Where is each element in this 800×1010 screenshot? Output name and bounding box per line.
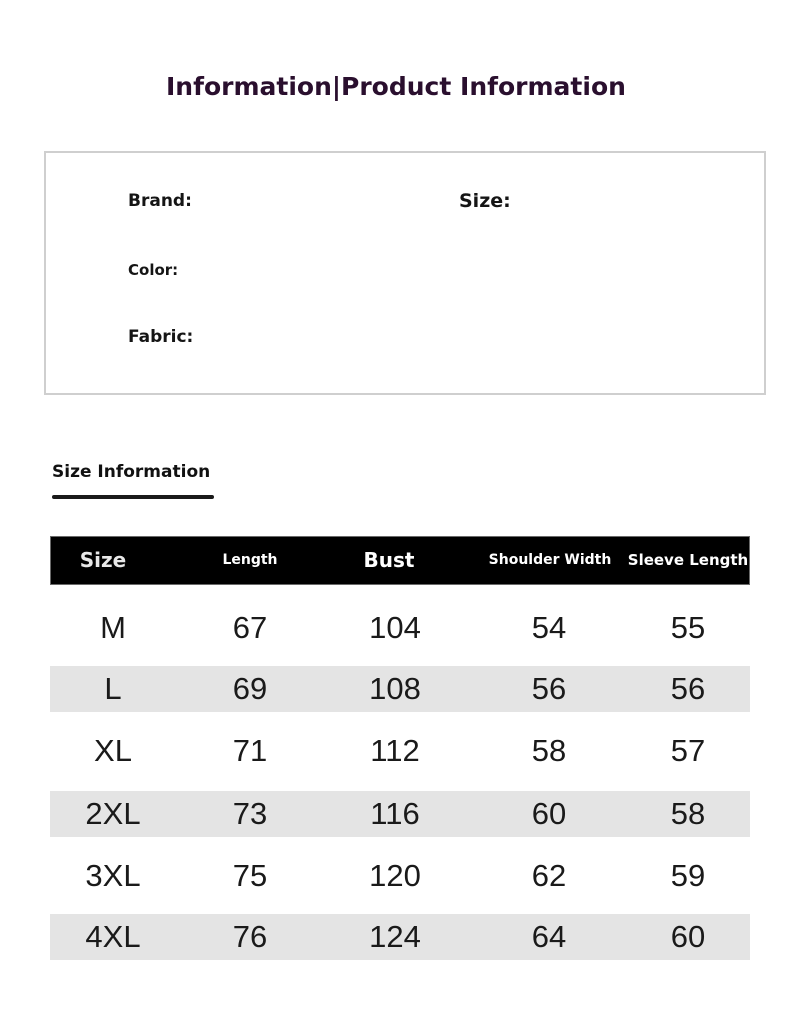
cell-sleeve-length: 57 [670,733,706,768]
table-row [50,728,750,774]
header-shoulder-width: Shoulder Width [488,552,612,568]
size-table [50,536,750,954]
cell-size: M [100,610,126,645]
cell-bust: 104 [369,610,421,645]
cell-bust: 116 [370,796,420,831]
cell-sleeve-length: 56 [670,671,706,706]
cell-sleeve-length: 58 [670,796,706,831]
cell-length: 67 [232,610,268,645]
cell-length: 76 [232,919,268,954]
color-label: Color: [128,261,179,279]
cell-length: 71 [232,733,268,768]
table-row [50,914,750,960]
cell-length: 69 [232,671,268,706]
fabric-label: Fabric: [128,327,194,347]
table-row [50,853,750,899]
cell-shoulder-width: 56 [531,671,567,706]
table-row [50,605,750,651]
cell-size: 2XL [85,796,141,831]
cell-length: 75 [232,858,268,893]
table-row [50,791,750,837]
page-title: Information|Product Information [166,72,626,101]
section-underline [52,495,214,499]
cell-shoulder-width: 64 [531,919,567,954]
cell-size: 3XL [85,858,141,893]
cell-bust: 120 [369,858,421,893]
cell-sleeve-length: 59 [670,858,706,893]
cell-shoulder-width: 60 [531,796,567,831]
cell-bust: 112 [370,733,420,768]
cell-size: XL [94,733,132,768]
cell-shoulder-width: 62 [531,858,567,893]
cell-sleeve-length: 55 [670,610,706,645]
cell-bust: 124 [369,919,421,954]
cell-size: 4XL [85,919,141,954]
header-size: Size [79,548,127,572]
header-length: Length [222,552,278,568]
cell-length: 73 [232,796,268,831]
table-row [50,666,750,712]
cell-size: L [104,671,122,706]
cell-shoulder-width: 58 [531,733,567,768]
cell-shoulder-width: 54 [531,610,567,645]
size-section-heading: Size Information [52,462,211,482]
product-info-box [44,151,766,395]
size-label: Size: [459,190,511,212]
header-sleeve-length: Sleeve Length [627,551,749,569]
brand-label: Brand: [128,191,192,211]
cell-bust: 108 [369,671,421,706]
header-bust: Bust [363,548,415,572]
cell-sleeve-length: 60 [670,919,706,954]
table-header [50,536,750,585]
